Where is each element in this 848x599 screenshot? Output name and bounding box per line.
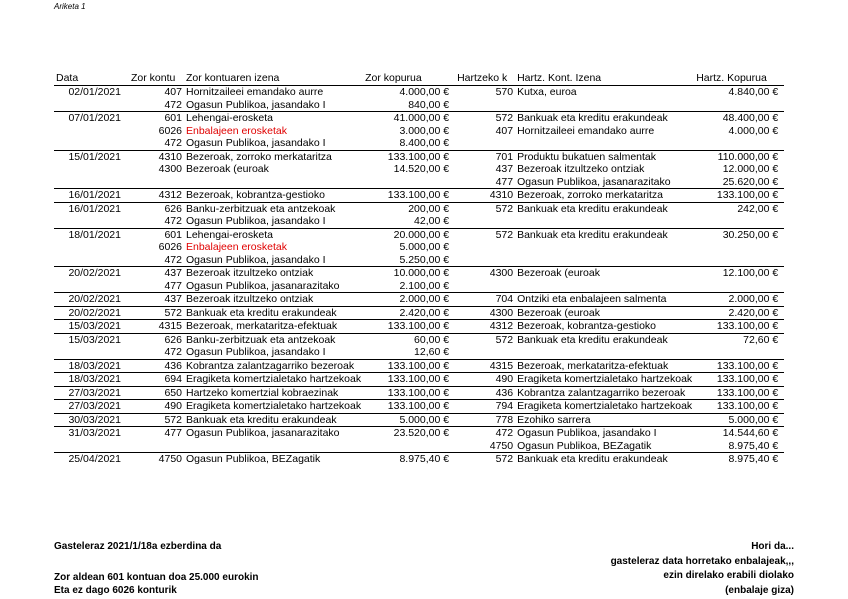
cell-debit-name: Lehengai-erosketa	[184, 228, 363, 241]
cell-debit-amount: 5.000,00 €	[399, 241, 450, 253]
cell-date: 02/01/2021	[68, 86, 121, 98]
table-row	[54, 453, 784, 466]
cell-debit-amount: 2.420,00 €	[363, 306, 455, 320]
cell-credit-account: 4312	[455, 320, 515, 334]
cell-credit-amount: 25.620,00 €	[722, 175, 779, 188]
cell-debit-name: Banku-zerbitzuak eta antzekoak	[184, 202, 363, 215]
column-header-debit-amount: Zor kopurua	[363, 71, 455, 86]
cell-date	[54, 176, 129, 189]
cell-credit-account: 572	[455, 453, 515, 466]
cell-debit-name: Hornitzaileei emandako aurre	[186, 86, 324, 98]
cell-credit-amount	[694, 254, 784, 267]
cell-debit-amount: 133.100,00 €	[363, 150, 455, 163]
note-line: (enbalaje giza)	[725, 584, 794, 596]
cell-date	[54, 125, 129, 138]
cell-date: 16/01/2021	[54, 202, 129, 215]
cell-date: 25/04/2021	[54, 453, 129, 466]
cell-credit-amount: 110.000,00 €	[694, 150, 784, 163]
column-header-credit-amount: Hartz. Kopurua	[694, 71, 784, 86]
cell-date: 18/01/2021	[54, 228, 129, 241]
table-row	[54, 150, 784, 163]
cell-debit-amount: 41.000,00 €	[363, 112, 455, 125]
cell-credit-name	[515, 254, 694, 267]
journal-table	[54, 71, 784, 466]
cell-credit-amount: 242,00 €	[694, 202, 784, 215]
table-row	[54, 346, 784, 359]
cell-date: 27/03/2021	[54, 386, 129, 400]
cell-credit-name: Bezeroak, kobrantza-gestioko	[515, 320, 694, 334]
cell-credit-account	[455, 280, 515, 293]
cell-credit-account: 794	[455, 400, 515, 414]
table-row	[54, 189, 784, 203]
cell-date: 30/03/2021	[54, 413, 129, 427]
cell-debit-account: 626	[129, 333, 184, 346]
cell-debit-amount: 4.000,00 €	[399, 86, 450, 98]
cell-credit-account: 701	[455, 150, 515, 163]
cell-debit-account: 472	[164, 253, 182, 266]
cell-debit-account: 6026	[158, 241, 182, 253]
column-header-debit-account: Zor kontu	[129, 71, 184, 86]
table-row	[54, 86, 784, 99]
cell-credit-name	[515, 99, 694, 112]
cell-debit-account: 601	[129, 228, 184, 241]
cell-credit-amount	[694, 215, 784, 228]
cell-credit-amount: 12.100,00 €	[694, 267, 784, 280]
cell-date	[54, 346, 129, 359]
cell-credit-account: 570	[495, 86, 514, 98]
table-row	[54, 400, 784, 414]
cell-credit-amount: 12.000,00 €	[722, 163, 779, 175]
cell-debit-name: Ogasun Publikoa, jasandako I	[186, 253, 326, 266]
cell-debit-amount: 42,00 €	[414, 215, 450, 227]
cell-credit-name: Eragiketa komertzialetako hartzekoak	[517, 400, 693, 412]
column-header-credit-name: Hartz. Kont. Izena	[515, 71, 694, 86]
cell-debit-amount: 133.100,00 €	[363, 320, 455, 334]
note-debit-explanation	[54, 571, 259, 597]
cell-debit-name: Eragiketa komertzialetako hartzekoak	[186, 373, 362, 385]
cell-credit-account: 4750	[489, 439, 514, 452]
table-row	[54, 359, 784, 373]
cell-credit-amount	[694, 280, 784, 293]
cell-debit-amount: 133.100,00 €	[363, 386, 455, 400]
cell-credit-account	[455, 215, 515, 228]
cell-credit-name: Bezeroak (euroak	[515, 267, 694, 280]
cell-credit-name: Bankuak eta kreditu erakundeak	[515, 228, 694, 241]
table-row	[54, 280, 784, 293]
cell-credit-name: Bankuak eta kreditu erakundeak	[515, 112, 694, 125]
cell-debit-name	[184, 440, 363, 453]
cell-credit-amount: 133.100,00 €	[694, 373, 784, 387]
cell-credit-account: 572	[455, 228, 515, 241]
table-row	[54, 215, 784, 228]
cell-date	[54, 440, 129, 453]
cell-debit-amount: 5.000,00 €	[363, 413, 455, 427]
cell-credit-account	[455, 137, 515, 150]
cell-debit-name: Bezeroak, kobrantza-gestioko	[184, 189, 363, 203]
cell-date: 15/03/2021	[54, 320, 129, 334]
cell-debit-account: 650	[129, 386, 184, 400]
cell-date: 18/03/2021	[54, 373, 129, 387]
cell-debit-amount: 60,00 €	[363, 333, 455, 346]
cell-debit-account: 4750	[129, 453, 184, 466]
cell-debit-account: 601	[129, 112, 184, 125]
page-label: Ariketa 1	[54, 2, 86, 11]
cell-debit-account	[129, 176, 184, 189]
cell-credit-name: Produktu bukatuen salmentak	[515, 150, 694, 163]
cell-debit-amount: 840,00 €	[408, 98, 450, 111]
cell-credit-name: Bezeroak (euroak	[515, 306, 694, 320]
cell-credit-amount	[694, 137, 784, 150]
table-row	[54, 333, 784, 346]
cell-debit-account: 694	[129, 373, 184, 387]
cell-credit-account: 704	[455, 293, 515, 307]
cell-credit-name: Ogasun Publikoa, jasanarazitako	[517, 175, 671, 188]
cell-debit-amount: 23.520,00 €	[363, 427, 455, 440]
cell-date	[54, 137, 129, 150]
table-row	[54, 176, 784, 189]
column-header-credit-account: Hartzeko k	[455, 71, 515, 86]
cell-debit-account: 4312	[129, 189, 184, 203]
cell-debit-account: 472	[164, 98, 182, 111]
cell-credit-amount: 2.420,00 €	[694, 306, 784, 320]
cell-date	[54, 215, 129, 228]
cell-debit-account: 6026	[158, 124, 182, 137]
cell-debit-account: 626	[129, 202, 184, 215]
table-row	[54, 125, 784, 138]
cell-credit-amount: 14.544,60 €	[694, 427, 784, 440]
cell-debit-name: Bezeroak, merkataritza-efektuak	[184, 320, 363, 334]
cell-credit-name: Bezeroak itzultzeko ontziak	[517, 163, 645, 175]
table-row	[54, 112, 784, 125]
note-line: Zor aldean 601 kontuan doa 25.000 eurokin	[54, 572, 259, 583]
cell-date	[54, 163, 129, 176]
cell-date: 07/01/2021	[54, 112, 129, 125]
cell-debit-name: Hartzeko komertzial kobraezinak	[184, 386, 363, 400]
cell-credit-name: Ogasun Publikoa, jasandako I	[515, 427, 694, 440]
journal-body	[54, 86, 784, 466]
cell-debit-amount: 8.400,00 €	[399, 137, 450, 149]
cell-debit-amount: 133.100,00 €	[363, 189, 455, 203]
cell-credit-name	[515, 215, 694, 228]
cell-debit-amount: 12,60 €	[414, 346, 450, 358]
cell-date	[54, 280, 129, 293]
cell-debit-account: 472	[164, 215, 182, 227]
cell-date: 15/03/2021	[54, 333, 129, 346]
cell-date	[54, 254, 129, 267]
table-row	[54, 163, 784, 176]
cell-debit-name: Enbalajeen erosketak	[186, 124, 287, 137]
column-header-date: Data	[54, 71, 129, 86]
table-row	[54, 413, 784, 427]
cell-credit-amount: 133.100,00 €	[694, 189, 784, 203]
cell-debit-name: Ogasun Publikoa, jasanarazitako	[184, 427, 363, 440]
cell-debit-account: 472	[164, 346, 182, 358]
cell-debit-account: 436	[129, 359, 184, 373]
cell-credit-account: 477	[495, 175, 514, 188]
cell-date: 18/03/2021	[54, 359, 129, 373]
cell-credit-account: 436	[455, 386, 515, 400]
table-row	[54, 427, 784, 440]
cell-debit-name: Enbalajeen erosketak	[186, 241, 287, 253]
cell-credit-name: Bezeroak, zorroko merkataritza	[515, 189, 694, 203]
cell-debit-name: Kobrantza zalantzagarriko bezeroak	[184, 359, 363, 373]
cell-debit-amount: 133.100,00 €	[363, 400, 455, 414]
cell-debit-name: Banku-zerbitzuak eta antzekoak	[184, 333, 363, 346]
cell-debit-name: Ogasun Publikoa, jasandako I	[186, 137, 326, 149]
cell-credit-name: Hornitzaileei emandako aurre	[517, 124, 655, 137]
cell-debit-amount: 133.100,00 €	[363, 359, 455, 373]
cell-debit-amount: 10.000,00 €	[363, 267, 455, 280]
cell-date: 31/03/2021	[54, 427, 129, 440]
cell-credit-account: 4315	[455, 359, 515, 373]
cell-credit-name	[515, 241, 694, 254]
cell-debit-account: 572	[129, 306, 184, 320]
cell-debit-name: Bezeroak itzultzeko ontziak	[184, 293, 363, 307]
cell-debit-name: Bezeroak, zorroko merkataritza	[184, 150, 363, 163]
cell-debit-name: Lehengai-erosketa	[184, 112, 363, 125]
cell-credit-account: 572	[455, 112, 515, 125]
cell-credit-amount: 48.400,00 €	[694, 112, 784, 125]
cell-credit-name: Eragiketa komertzialetako hartzekoak	[517, 373, 693, 385]
cell-date: 27/03/2021	[54, 400, 129, 414]
cell-credit-amount: 8.975,40 €	[728, 439, 779, 452]
cell-debit-amount	[363, 440, 455, 453]
cell-debit-account: 477	[129, 427, 184, 440]
cell-credit-account	[455, 254, 515, 267]
cell-credit-account: 437	[495, 163, 514, 175]
cell-debit-account: 472	[164, 137, 182, 149]
cell-credit-amount: 72,60 €	[694, 333, 784, 346]
cell-debit-amount: 200,00 €	[363, 202, 455, 215]
cell-credit-account	[455, 346, 515, 359]
cell-credit-account	[455, 99, 515, 112]
cell-credit-amount: 133.100,00 €	[694, 400, 784, 414]
cell-credit-account: 572	[455, 333, 515, 346]
table-row	[54, 241, 784, 254]
note-line: Hori da...	[751, 541, 794, 552]
cell-date: 20/02/2021	[54, 267, 129, 280]
cell-credit-amount: 4.840,00 €	[728, 86, 779, 98]
cell-debit-name	[184, 176, 363, 189]
cell-debit-amount: 2.100,00 €	[399, 279, 450, 292]
cell-debit-amount: 133.100,00 €	[363, 373, 455, 387]
cell-debit-name: Ogasun Publikoa, jasandako I	[186, 215, 326, 227]
cell-debit-account: 490	[129, 400, 184, 414]
cell-debit-account: 437	[129, 293, 184, 307]
cell-credit-account: 472	[455, 427, 515, 440]
table-header-row	[54, 71, 784, 86]
table-row	[54, 386, 784, 400]
cell-debit-name: Ogasun Publikoa, jasandako I	[186, 98, 326, 111]
cell-date: 20/02/2021	[54, 293, 129, 307]
cell-date: 15/01/2021	[54, 150, 129, 163]
cell-debit-name: Ogasun Publikoa, jasanarazitako	[186, 279, 340, 292]
cell-debit-amount: 8.975,40 €	[363, 453, 455, 466]
cell-debit-account: 4315	[129, 320, 184, 334]
cell-credit-account	[455, 241, 515, 254]
note-right-explanation	[611, 540, 794, 598]
cell-date: 20/02/2021	[54, 306, 129, 320]
note-line: gasteleraz data horretako enbalajeak,,,	[610, 555, 794, 567]
cell-date: 16/01/2021	[54, 189, 129, 203]
cell-credit-name: Kutxa, euroa	[517, 86, 577, 98]
cell-debit-name: Bezeroak itzultzeko ontziak	[184, 267, 363, 280]
cell-debit-account	[129, 440, 184, 453]
cell-credit-name	[515, 280, 694, 293]
cell-credit-account: 4310	[455, 189, 515, 203]
cell-debit-name: Bankuak eta kreditu erakundeak	[184, 413, 363, 427]
cell-debit-amount: 2.000,00 €	[363, 293, 455, 307]
cell-debit-account: 407	[164, 86, 182, 98]
cell-debit-name: Ogasun Publikoa, BEZagatik	[184, 453, 363, 466]
cell-debit-account: 4300	[158, 163, 182, 175]
cell-date	[54, 99, 129, 112]
cell-credit-amount: 2.000,00 €	[694, 293, 784, 307]
cell-credit-name	[515, 137, 694, 150]
cell-credit-amount	[694, 99, 784, 112]
cell-credit-name	[515, 346, 694, 359]
note-line: Eta ez dago 6026 konturik	[54, 585, 177, 596]
cell-credit-amount	[694, 346, 784, 359]
table-row	[54, 99, 784, 112]
cell-credit-name: Kobrantza zalantzagarriko bezeroak	[515, 386, 694, 400]
cell-credit-name: Bankuak eta kreditu erakundeak	[515, 333, 694, 346]
cell-credit-amount: 30.250,00 €	[694, 228, 784, 241]
table-row	[54, 228, 784, 241]
table-row	[54, 137, 784, 150]
cell-debit-amount: 5.250,00 €	[399, 253, 450, 266]
cell-credit-account: 407	[495, 124, 514, 137]
cell-debit-amount: 3.000,00 €	[399, 124, 450, 137]
table-row	[54, 293, 784, 307]
cell-debit-name: Eragiketa komertzialetako hartzekoak	[186, 400, 362, 412]
table-row	[54, 267, 784, 280]
cell-credit-amount	[694, 241, 784, 254]
cell-credit-account: 572	[455, 202, 515, 215]
cell-credit-name: Ezohiko sarrera	[515, 413, 694, 427]
cell-credit-amount: 5.000,00 €	[694, 413, 784, 427]
cell-date	[54, 241, 129, 254]
cell-credit-account: 778	[455, 413, 515, 427]
cell-credit-account: 4300	[455, 267, 515, 280]
cell-debit-name: Bankuak eta kreditu erakundeak	[184, 306, 363, 320]
table-row	[54, 373, 784, 387]
cell-credit-amount: 133.100,00 €	[694, 386, 784, 400]
note-spanish-date-difference: Gasteleraz 2021/1/18a ezberdina da	[54, 541, 222, 552]
cell-credit-account: 4300	[455, 306, 515, 320]
cell-debit-account: 572	[129, 413, 184, 427]
cell-debit-name: Ogasun Publikoa, jasandako I	[186, 346, 326, 358]
cell-credit-name: Bankuak eta kreditu erakundeak	[515, 453, 694, 466]
cell-credit-name: Bankuak eta kreditu erakundeak	[515, 202, 694, 215]
cell-credit-name: Ogasun Publikoa, BEZagatik	[517, 439, 652, 452]
cell-credit-amount: 8.975,40 €	[694, 453, 784, 466]
table-row	[54, 306, 784, 320]
table-row	[54, 254, 784, 267]
cell-debit-account: 4310	[129, 150, 184, 163]
cell-credit-amount: 133.100,00 €	[694, 359, 784, 373]
column-header-debit-name: Zor kontuaren izena	[184, 71, 363, 86]
cell-debit-amount	[363, 176, 455, 189]
cell-credit-name: Ontziki eta enbalajeen salmenta	[515, 293, 694, 307]
table-row	[54, 320, 784, 334]
cell-credit-name: Bezeroak, merkataritza-efektuak	[515, 359, 694, 373]
cell-credit-amount: 4.000,00 €	[728, 124, 779, 137]
table-row	[54, 202, 784, 215]
cell-debit-name: Bezeroak (euroak	[186, 163, 269, 175]
cell-debit-amount: 20.000,00 €	[363, 228, 455, 241]
cell-debit-account: 477	[164, 279, 182, 292]
note-line: ezin direlako erabili diolako	[663, 570, 794, 581]
cell-debit-account: 437	[129, 267, 184, 280]
table-row	[54, 440, 784, 453]
cell-credit-account: 490	[455, 373, 515, 387]
cell-debit-amount: 14.520,00 €	[393, 163, 450, 175]
cell-credit-amount: 133.100,00 €	[694, 320, 784, 334]
